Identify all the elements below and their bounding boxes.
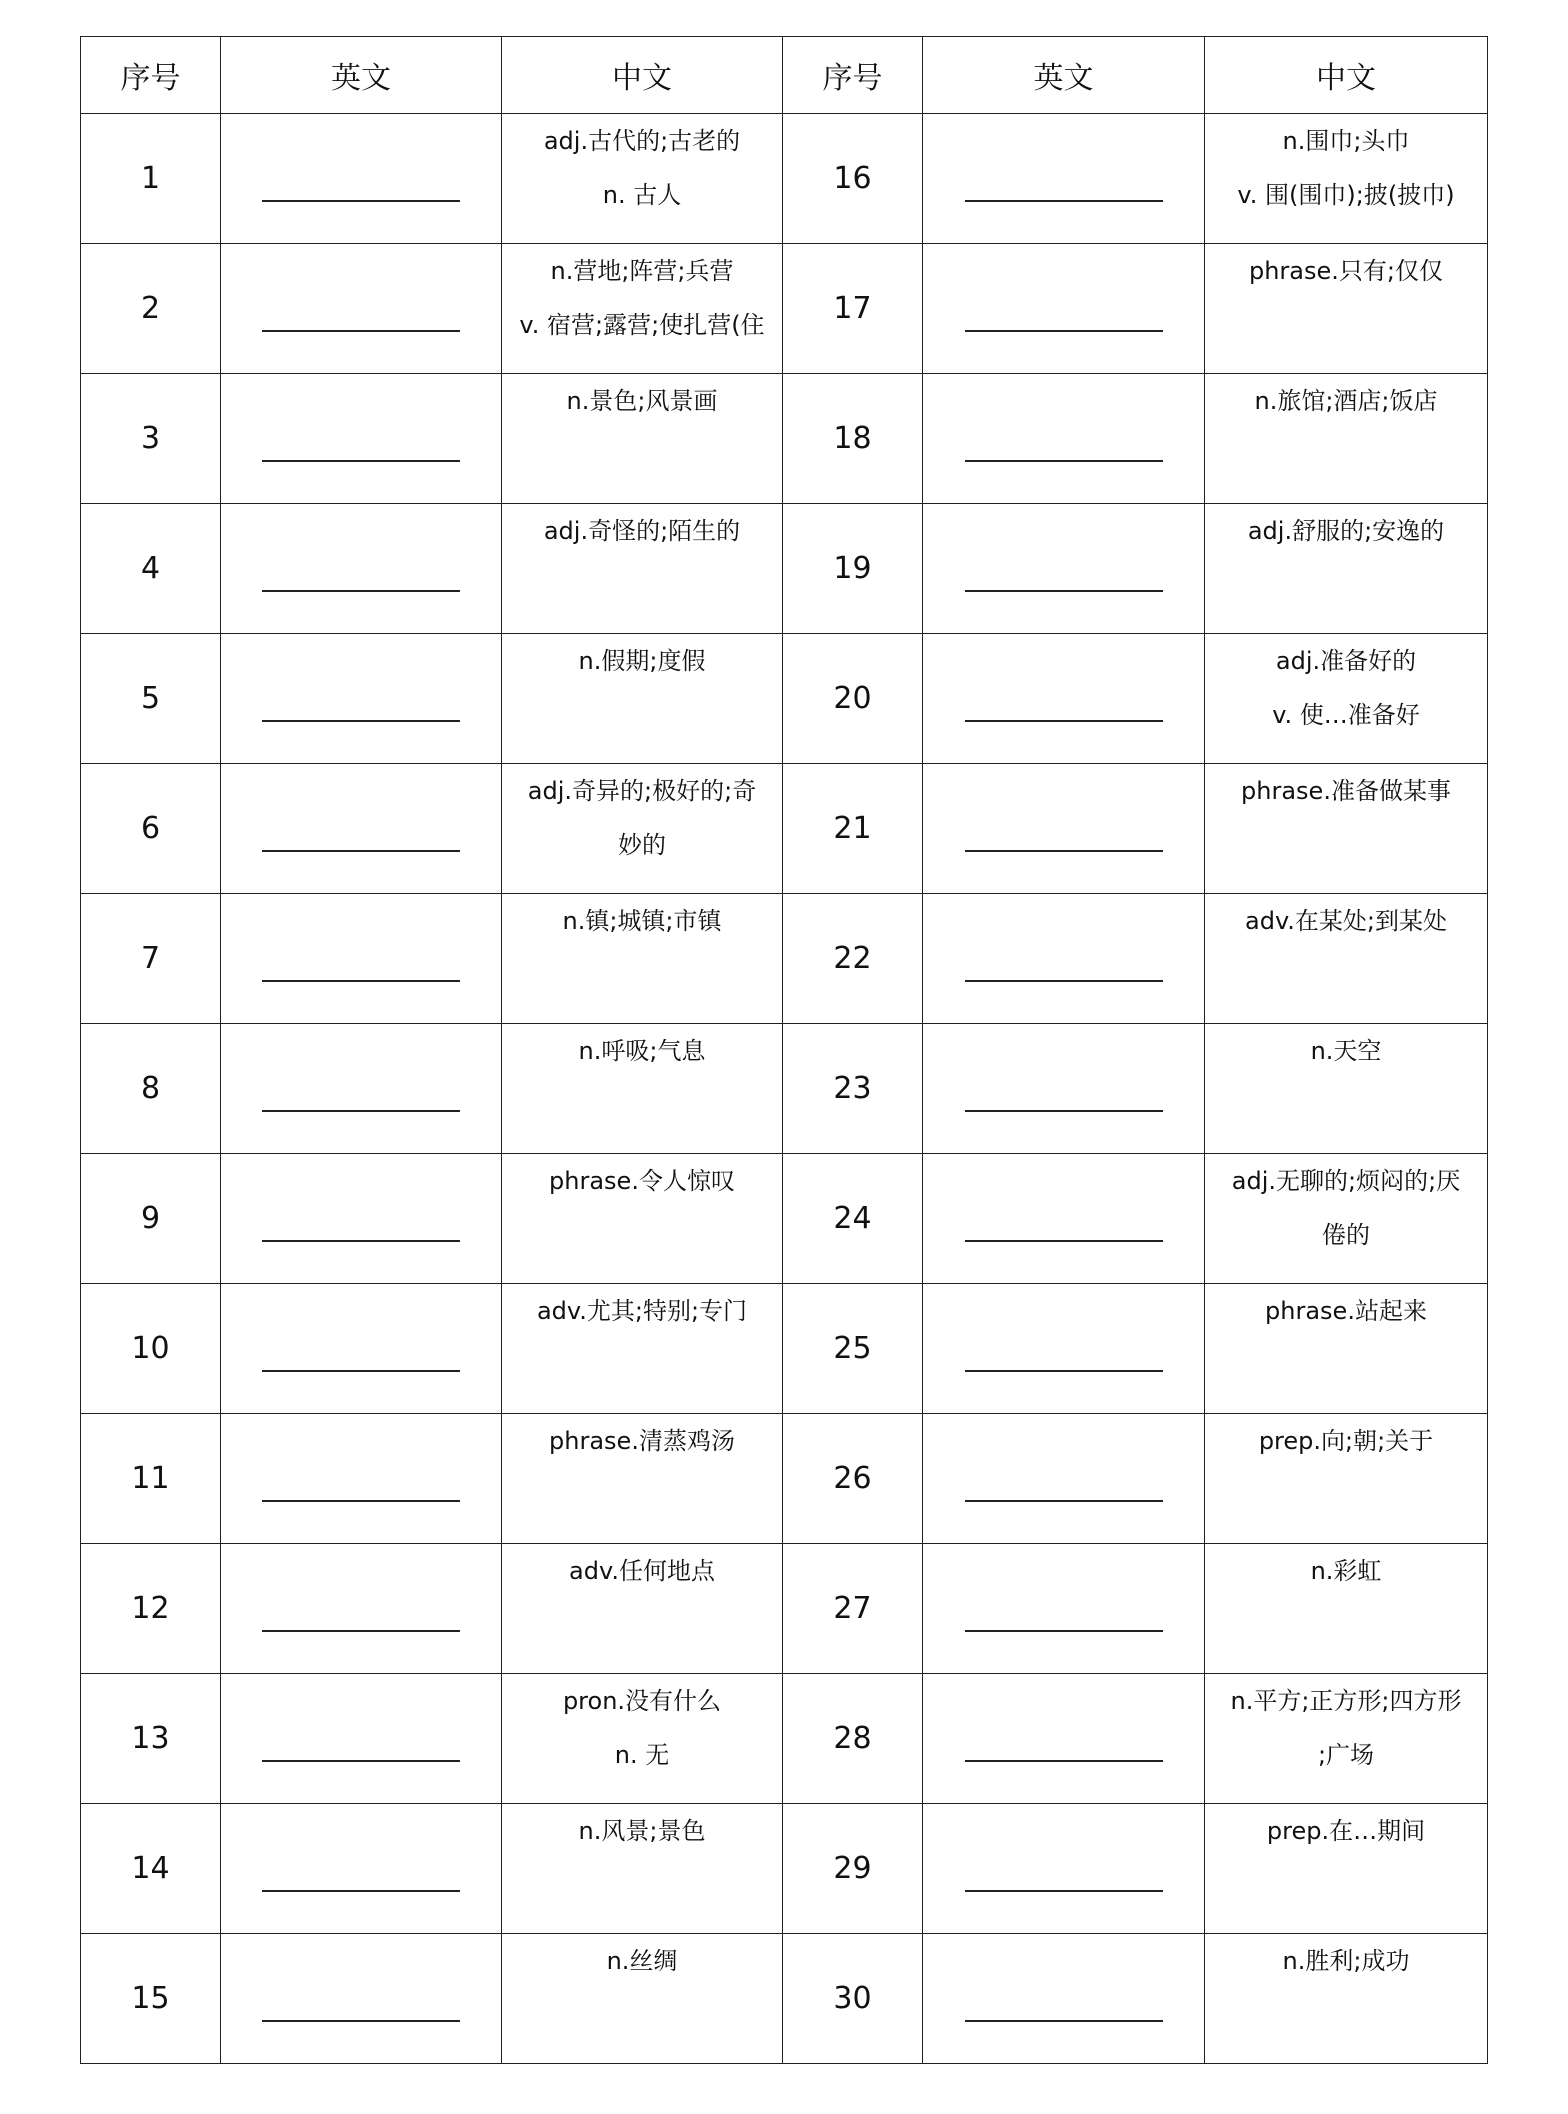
row-number: 10 xyxy=(81,1284,221,1414)
table-row xyxy=(81,634,1488,764)
table-row xyxy=(81,1154,1488,1284)
row-number: 16 xyxy=(783,114,923,244)
english-answer-cell[interactable] xyxy=(923,114,1205,244)
row-number: 11 xyxy=(81,1414,221,1544)
answer-blank-line[interactable] xyxy=(262,1890,460,1892)
chinese-meaning-line: n.呼吸;气息 xyxy=(578,1037,706,1065)
chinese-meaning-cell xyxy=(502,244,783,374)
chinese-meaning-cell xyxy=(502,504,783,634)
chinese-meaning-cell xyxy=(502,374,783,504)
answer-blank-line[interactable] xyxy=(262,460,460,462)
english-answer-cell[interactable] xyxy=(221,1934,502,2064)
row-number: 7 xyxy=(81,894,221,1024)
chinese-meaning-line: n. 无 xyxy=(614,1741,670,1769)
answer-blank-line[interactable] xyxy=(262,590,460,592)
answer-blank-line[interactable] xyxy=(965,460,1163,462)
row-number: 22 xyxy=(783,894,923,1024)
answer-blank-line[interactable] xyxy=(965,200,1163,202)
english-answer-cell[interactable] xyxy=(221,634,502,764)
row-number: 3 xyxy=(81,374,221,504)
chinese-meaning-cell xyxy=(1205,1154,1488,1284)
answer-blank-line[interactable] xyxy=(965,330,1163,332)
english-answer-cell[interactable] xyxy=(221,1544,502,1674)
answer-blank-line[interactable] xyxy=(965,1890,1163,1892)
chinese-meaning-line: n.平方;正方形;四方形 xyxy=(1230,1687,1462,1715)
chinese-meaning-cell xyxy=(502,114,783,244)
english-answer-cell[interactable] xyxy=(221,374,502,504)
answer-blank-line[interactable] xyxy=(262,200,460,202)
answer-blank-line[interactable] xyxy=(262,1110,460,1112)
row-number: 13 xyxy=(81,1674,221,1804)
chinese-meaning-line: adj.准备好的 xyxy=(1275,647,1417,675)
english-answer-cell[interactable] xyxy=(221,1804,502,1934)
row-number: 26 xyxy=(783,1414,923,1544)
table-row xyxy=(81,1414,1488,1544)
chinese-meaning-cell xyxy=(1205,1674,1488,1804)
chinese-meaning-line: prep.向;朝;关于 xyxy=(1258,1427,1434,1455)
english-answer-cell[interactable] xyxy=(221,504,502,634)
chinese-meaning-line: v. 使…准备好 xyxy=(1272,701,1420,729)
english-answer-cell[interactable] xyxy=(221,894,502,1024)
table-row xyxy=(81,1544,1488,1674)
answer-blank-line[interactable] xyxy=(965,1240,1163,1242)
table-row xyxy=(81,764,1488,894)
english-answer-cell[interactable] xyxy=(923,374,1205,504)
row-number: 2 xyxy=(81,244,221,374)
chinese-meaning-line: n.围巾;头巾 xyxy=(1282,127,1410,155)
chinese-meaning-line: v. 宿营;露营;使扎营(住 xyxy=(519,311,765,339)
table-row xyxy=(81,244,1488,374)
row-number: 5 xyxy=(81,634,221,764)
answer-blank-line[interactable] xyxy=(965,1760,1163,1762)
chinese-meaning-line: n.营地;阵营;兵营 xyxy=(550,257,734,285)
chinese-meaning-line: adv.在某处;到某处 xyxy=(1245,907,1447,935)
table-row xyxy=(81,374,1488,504)
chinese-meaning-line: n.彩虹 xyxy=(1310,1557,1382,1585)
answer-blank-line[interactable] xyxy=(965,720,1163,722)
table-row xyxy=(81,1024,1488,1154)
english-answer-cell[interactable] xyxy=(923,1544,1205,1674)
chinese-meaning-line: n.丝绸 xyxy=(606,1947,678,1975)
chinese-meaning-line: adj.无聊的;烦闷的;厌 xyxy=(1231,1167,1461,1195)
chinese-meaning-cell xyxy=(502,764,783,894)
row-number: 28 xyxy=(783,1674,923,1804)
chinese-meaning-line: v. 围(围巾);披(披巾) xyxy=(1237,181,1455,209)
table-row xyxy=(81,1674,1488,1804)
row-number: 19 xyxy=(783,504,923,634)
chinese-meaning-cell xyxy=(502,634,783,764)
english-answer-cell[interactable] xyxy=(923,1024,1205,1154)
chinese-meaning-line: n.胜利;成功 xyxy=(1282,1947,1410,1975)
chinese-meaning-line: n.天空 xyxy=(1310,1037,1382,1065)
chinese-meaning-cell xyxy=(1205,894,1488,1024)
row-number: 30 xyxy=(783,1934,923,2064)
chinese-meaning-line: n. 古人 xyxy=(602,181,682,209)
chinese-meaning-line: phrase.站起来 xyxy=(1265,1297,1427,1325)
chinese-meaning-line: n.风景;景色 xyxy=(578,1817,706,1845)
chinese-meaning-line: 倦的 xyxy=(1322,1221,1370,1249)
chinese-meaning-cell xyxy=(1205,1934,1488,2064)
chinese-meaning-cell xyxy=(1205,1804,1488,1934)
english-answer-cell[interactable] xyxy=(923,1934,1205,2064)
chinese-meaning-cell xyxy=(502,1804,783,1934)
english-answer-cell[interactable] xyxy=(923,504,1205,634)
table-row xyxy=(81,1804,1488,1934)
answer-blank-line[interactable] xyxy=(262,1500,460,1502)
header-index-right: 序号 xyxy=(783,37,923,114)
chinese-meaning-line: phrase.令人惊叹 xyxy=(549,1167,735,1195)
answer-blank-line[interactable] xyxy=(965,1370,1163,1372)
chinese-meaning-cell xyxy=(1205,1414,1488,1544)
chinese-meaning-cell xyxy=(1205,764,1488,894)
chinese-meaning-cell xyxy=(502,1934,783,2064)
chinese-meaning-line: phrase.清蒸鸡汤 xyxy=(549,1427,735,1455)
english-answer-cell[interactable] xyxy=(923,1154,1205,1284)
chinese-meaning-cell xyxy=(1205,374,1488,504)
english-answer-cell[interactable] xyxy=(221,1414,502,1544)
table-row xyxy=(81,504,1488,634)
chinese-meaning-line: 妙的 xyxy=(618,831,666,859)
header-english-right: 英文 xyxy=(923,37,1205,114)
english-answer-cell[interactable] xyxy=(221,244,502,374)
header-chinese-left: 中文 xyxy=(502,37,783,114)
chinese-meaning-cell xyxy=(1205,1544,1488,1674)
chinese-meaning-line: n.旅馆;酒店;饭店 xyxy=(1254,387,1438,415)
chinese-meaning-cell xyxy=(502,1414,783,1544)
answer-blank-line[interactable] xyxy=(262,1630,460,1632)
row-number: 24 xyxy=(783,1154,923,1284)
answer-blank-line[interactable] xyxy=(965,1630,1163,1632)
chinese-meaning-line: n.景色;风景画 xyxy=(566,387,718,415)
row-number: 18 xyxy=(783,374,923,504)
table-row xyxy=(81,894,1488,1024)
answer-blank-line[interactable] xyxy=(262,1370,460,1372)
chinese-meaning-cell xyxy=(502,1024,783,1154)
answer-blank-line[interactable] xyxy=(262,1760,460,1762)
answer-blank-line[interactable] xyxy=(262,330,460,332)
chinese-meaning-cell xyxy=(1205,1284,1488,1414)
english-answer-cell[interactable] xyxy=(923,1804,1205,1934)
chinese-meaning-line: adj.舒服的;安逸的 xyxy=(1247,517,1445,545)
answer-blank-line[interactable] xyxy=(965,1110,1163,1112)
chinese-meaning-cell xyxy=(1205,1024,1488,1154)
chinese-meaning-line: phrase.只有;仅仅 xyxy=(1248,257,1443,285)
row-number: 21 xyxy=(783,764,923,894)
chinese-meaning-cell xyxy=(502,1674,783,1804)
english-answer-cell[interactable] xyxy=(923,894,1205,1024)
answer-blank-line[interactable] xyxy=(262,1240,460,1242)
chinese-meaning-line: prep.在…期间 xyxy=(1266,1817,1426,1845)
chinese-meaning-cell xyxy=(502,1284,783,1414)
english-answer-cell[interactable] xyxy=(923,1284,1205,1414)
row-number: 17 xyxy=(783,244,923,374)
row-number: 20 xyxy=(783,634,923,764)
row-number: 29 xyxy=(783,1804,923,1934)
english-answer-cell[interactable] xyxy=(221,1674,502,1804)
row-number: 6 xyxy=(81,764,221,894)
row-number: 9 xyxy=(81,1154,221,1284)
english-answer-cell[interactable] xyxy=(923,244,1205,374)
english-answer-cell[interactable] xyxy=(221,1024,502,1154)
chinese-meaning-cell xyxy=(502,1154,783,1284)
answer-blank-line[interactable] xyxy=(965,1500,1163,1502)
english-answer-cell[interactable] xyxy=(221,1154,502,1284)
table-row xyxy=(81,1934,1488,2064)
english-answer-cell[interactable] xyxy=(923,1674,1205,1804)
english-answer-cell[interactable] xyxy=(221,1284,502,1414)
chinese-meaning-line: adv.尤其;特别;专门 xyxy=(536,1297,748,1325)
english-answer-cell[interactable] xyxy=(221,764,502,894)
row-number: 23 xyxy=(783,1024,923,1154)
english-answer-cell[interactable] xyxy=(923,634,1205,764)
row-number: 8 xyxy=(81,1024,221,1154)
header-row xyxy=(81,37,1488,114)
row-number: 14 xyxy=(81,1804,221,1934)
chinese-meaning-line: adv.任何地点 xyxy=(569,1557,715,1585)
table-row xyxy=(81,114,1488,244)
row-number: 25 xyxy=(783,1284,923,1414)
row-number: 27 xyxy=(783,1544,923,1674)
answer-blank-line[interactable] xyxy=(965,850,1163,852)
header-index-left: 序号 xyxy=(81,37,221,114)
chinese-meaning-cell xyxy=(1205,634,1488,764)
answer-blank-line[interactable] xyxy=(262,980,460,982)
english-answer-cell[interactable] xyxy=(923,764,1205,894)
answer-blank-line[interactable] xyxy=(262,720,460,722)
answer-blank-line[interactable] xyxy=(965,980,1163,982)
answer-blank-line[interactable] xyxy=(965,590,1163,592)
chinese-meaning-line: adj.奇怪的;陌生的 xyxy=(543,517,741,545)
row-number: 4 xyxy=(81,504,221,634)
english-answer-cell[interactable] xyxy=(221,114,502,244)
header-chinese-right: 中文 xyxy=(1205,37,1488,114)
vocabulary-table xyxy=(80,36,1488,2064)
chinese-meaning-cell xyxy=(502,1544,783,1674)
answer-blank-line[interactable] xyxy=(262,2020,460,2022)
chinese-meaning-line: adj.奇异的;极好的;奇 xyxy=(527,777,757,805)
row-number: 15 xyxy=(81,1934,221,2064)
chinese-meaning-cell xyxy=(1205,244,1488,374)
row-number: 12 xyxy=(81,1544,221,1674)
english-answer-cell[interactable] xyxy=(923,1414,1205,1544)
chinese-meaning-line: phrase.准备做某事 xyxy=(1241,777,1451,805)
chinese-meaning-line: n.镇;城镇;市镇 xyxy=(562,907,722,935)
chinese-meaning-line: adj.古代的;古老的 xyxy=(543,127,741,155)
chinese-meaning-line: ;广场 xyxy=(1317,1741,1375,1769)
table-row xyxy=(81,1284,1488,1414)
header-english-left: 英文 xyxy=(221,37,502,114)
chinese-meaning-cell xyxy=(1205,504,1488,634)
chinese-meaning-cell xyxy=(1205,114,1488,244)
answer-blank-line[interactable] xyxy=(965,2020,1163,2022)
answer-blank-line[interactable] xyxy=(262,850,460,852)
chinese-meaning-cell xyxy=(502,894,783,1024)
row-number: 1 xyxy=(81,114,221,244)
chinese-meaning-line: n.假期;度假 xyxy=(578,647,706,675)
chinese-meaning-line: pron.没有什么 xyxy=(562,1687,722,1715)
